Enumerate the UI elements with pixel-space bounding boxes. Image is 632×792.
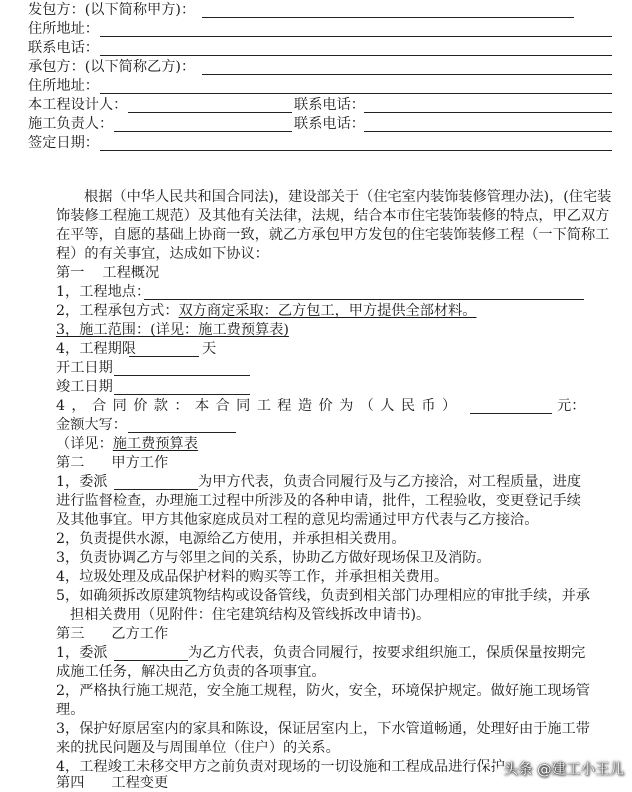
party-a-duty-1: 为甲方代表，负责合同履行及与乙方接洽，对工程质量，进度 [198, 474, 582, 490]
party-b-duty-2: 2，严格执行施工规范，安全施工规程，防火，安全，环境保护规定。做好施工现场管 [56, 683, 590, 699]
party-b-duty-4: 4，工程竣工未移交甲方之前负责对现场的一切设施和工程成品进行保护 [56, 759, 505, 775]
party-a-duty-5: 5，如确须拆改原建筑物结构或设备管线，负责到相关部门办理相应的审批手续，并承 [56, 588, 590, 604]
designer-phone-label: 联系电话： [294, 97, 365, 113]
address1-line [100, 36, 612, 37]
party-a-duty-1-cont: 进行监督检查，办理施工过程中所涉及的各种申请，批件，工程验收，变更登记手续 [56, 493, 581, 509]
price-line [470, 413, 552, 414]
party-a-duty-3: 3，负责协调乙方与邻里之间的关系，协助乙方做好现场保卫及消防。 [56, 550, 491, 566]
price-detail [56, 435, 198, 453]
article-3-title: 第三 乙方工作 [56, 626, 169, 642]
preamble-line-4: 程）的有关事宜，达成如下协议： [56, 246, 269, 262]
period-unit: 天 [202, 341, 217, 357]
party-a-duty-5-cont: 担相关费用（见附件：住宅建筑结构及管线拆改申请书)。 [70, 607, 431, 623]
contract-mode-label: 2，工程承包方式： [56, 303, 179, 319]
amount-words-line [128, 432, 236, 433]
employer-line [202, 17, 574, 18]
preamble-line-1: 根据（中华人民共和国合同法)，建设部关于（住宅室内装饰装修管理办法)，(住宅装 [84, 189, 612, 205]
watermark-text: 头条 @建工小王儿 [503, 762, 624, 778]
party-b-duty-1: 为乙方代表，负责合同履行，按要求组织施工，保质保量按期完 [188, 645, 586, 661]
start-date-line [114, 375, 250, 376]
scope-label: 3，施工范围：(详见： [56, 322, 199, 338]
price-detail-value: 施工费预算表 [112, 436, 198, 452]
article-1-title: 第一 工程概况 [56, 265, 160, 281]
contract-price: 4，合同价款：本合同工程造价为（人民币） [56, 398, 463, 414]
amount-words-label: 金额大写： [56, 417, 127, 433]
price-detail-label: （详见： [56, 436, 113, 452]
foreman-phone-label: 联系电话： [294, 116, 365, 132]
address2-line [100, 93, 612, 94]
preamble-line-2: 饰装修工程施工规范）及其他有关法律，法规，结合本市住宅装饰装修的特点，甲乙双方 [56, 208, 610, 224]
site-line [144, 299, 584, 300]
start-date-label: 开工日期 [56, 360, 113, 376]
period-label: 4，工程期限 [56, 341, 136, 357]
party-b-rep-label: 1，委派 [56, 645, 108, 661]
party-a-duty-1-end: 及其他事宜。甲方其他家庭成员对工程的意见均需通过甲方代表与乙方接洽。 [56, 512, 539, 528]
party-b-duty-3: 3，保护好原居室内的家具和陈设，保证居室内上，下水管道畅通，处理好由于施工带 [56, 721, 590, 737]
phone1-label: 联系电话： [28, 40, 99, 56]
party-a-rep-label: 1，委派 [56, 474, 108, 490]
party-a-duty-4: 4，垃圾处理及成品保护材料的购买等工作，并承担相关费用。 [56, 569, 449, 585]
site-label: 1，工程地点： [56, 284, 151, 300]
designer-phone-line [364, 112, 612, 113]
foreman-label: 施工负责人： [28, 116, 114, 132]
sign-date-label: 签定日期： [28, 135, 99, 151]
watermark [480, 758, 624, 779]
period-line [129, 356, 199, 357]
chat-bubble-icon [480, 761, 498, 777]
employer-label: 发包方：(以下简称甲方)： [28, 2, 196, 18]
designer-label: 本工程设计人： [28, 97, 128, 113]
party-a-rep-line [114, 489, 198, 490]
foreman-line [114, 131, 292, 132]
party-b-duty-3-cont: 来的扰民问题及与周围单位（住户）的关系。 [56, 740, 340, 756]
party-a-duty-2: 2，负责提供水源，电源给乙方使用，并承担相关费用。 [56, 531, 406, 547]
preamble-line-3: 在平等，自愿的基础上协商一致，就乙方承包甲方发包的住宅装饰装修工程（一下简称工 [56, 227, 610, 243]
foreman-phone-line [364, 131, 612, 132]
contract-mode-value: 双方商定采取：乙方包工，甲方提供全部材料。 [178, 303, 477, 319]
address1-label: 住所地址： [28, 21, 99, 37]
address2-label: 住所地址： [28, 78, 99, 94]
article-4-title: 第四 工程变更 [56, 775, 169, 791]
phone1-line [100, 55, 612, 56]
end-date-line [114, 394, 250, 395]
party-b-duty-2-cont: 理。 [56, 702, 85, 718]
article-2-title: 第二 甲方工作 [56, 455, 169, 471]
party-b-rep-line [114, 660, 188, 661]
contract-mode [56, 302, 476, 320]
scope-value: 施工费预算表 [198, 322, 284, 338]
designer-line [128, 112, 292, 113]
contractor-label: 承包方：(以下简称乙方)： [28, 59, 196, 75]
party-b-duty-1-cont: 成施工任务，解决由乙方负责的各项事宜。 [56, 664, 326, 680]
scope-end: ) [283, 322, 289, 338]
end-date-label: 竣工日期 [56, 379, 113, 395]
price-unit: 元： [557, 398, 586, 414]
construction-scope [56, 321, 289, 339]
contractor-line [202, 74, 612, 75]
sign-date-line [100, 150, 612, 151]
